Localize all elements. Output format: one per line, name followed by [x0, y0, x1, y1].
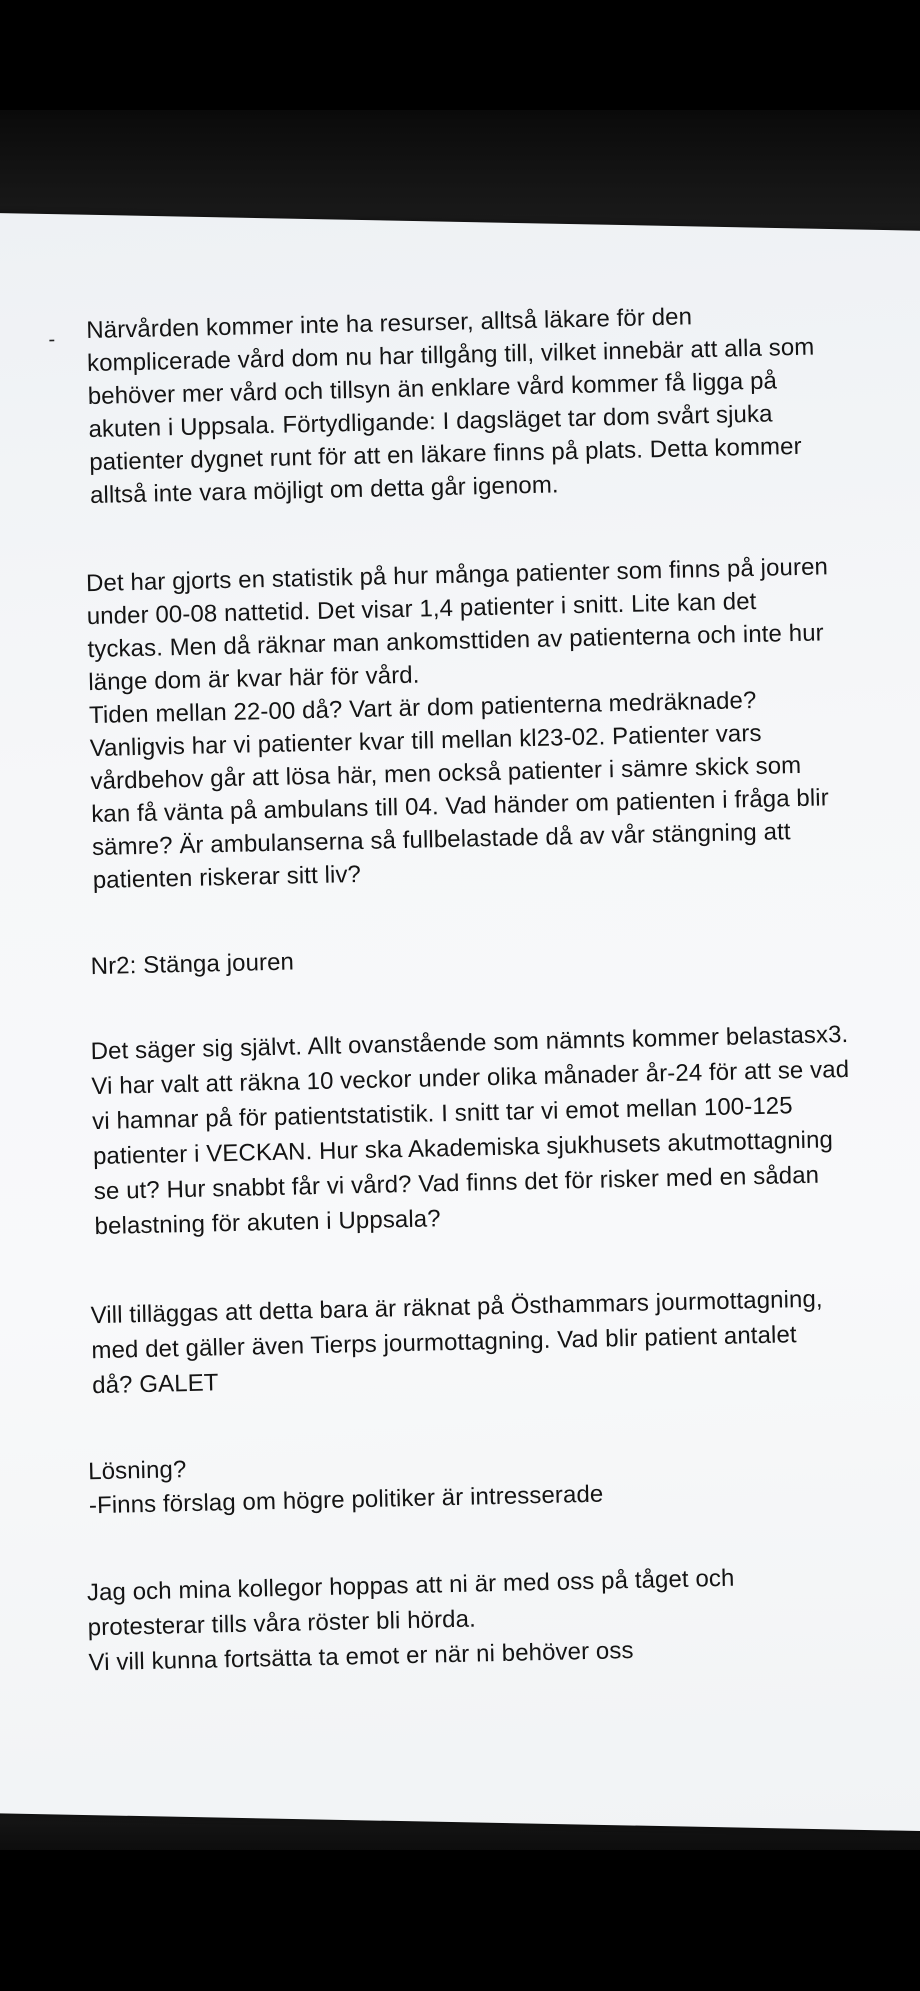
text-line: tyckas. Men då räknar man ankomsttiden av patienterna och inte hur	[87, 619, 824, 664]
text-line: under 00-08 nattetid. Det visar 1,4 patienter i snitt. Lite kan det	[86, 587, 757, 631]
text-line: Vi vill kunna fortsätta ta emot er när ni behöver oss	[88, 1636, 634, 1677]
text-line: se ut? Hur snabbt får vi vård? Vad finns det för risker med en sådan	[93, 1161, 820, 1206]
text-line: patienter i VECKAN. Hur ska Akademiska sjukhusets akutmottagning	[92, 1126, 834, 1171]
bullet-marker: -	[48, 328, 56, 351]
solution-heading: Lösning?	[87, 1456, 187, 1486]
text-line: då? GALET	[91, 1369, 219, 1400]
text-line: Jag och mina kollegor hoppas att ni är med oss på tåget och	[86, 1564, 735, 1607]
text-line: Vi har valt att räkna 10 veckor under olika månader år-24 för att se vad	[91, 1055, 850, 1101]
text-line: behöver mer vård och tillsyn än enklare vård kommer få ligga på	[87, 367, 778, 411]
text-line: Vanligvis har vi patienter kvar till mellan kl23-02. Patienter vars	[89, 719, 762, 763]
section-heading: Nr2: Stänga jouren	[90, 948, 295, 981]
text-line: patienten riskerar sitt liv?	[92, 860, 362, 895]
text-line: alltså inte vara möjligt om detta går igenom.	[89, 471, 559, 509]
text-line: med det gäller även Tierps jourmottagning. Vad blir patient antalet	[91, 1321, 797, 1365]
text-line: vårdbehov går att lösa här, men också patienter i sämre skick som	[90, 751, 802, 796]
text-line: Närvården kommer inte ha resurser, alltså läkare för den	[86, 303, 693, 345]
text-line: Det har gjorts en statistik på hur många patienter som finns på jouren	[85, 553, 829, 598]
text-line: Tiden mellan 22-00 då? Vart är dom patienterna medräknade?	[88, 686, 757, 730]
text-line: komplicerade vård dom nu har tillgång till, vilket innebär att alla som	[86, 333, 815, 378]
text-line: Vill tilläggas att detta bara är räknat på Östhammars jourmottagning,	[90, 1285, 823, 1330]
text-line: länge dom är kvar här för vård.	[87, 661, 420, 697]
solution-item: -Finns förslag om högre politiker är intresserade	[88, 1480, 604, 1520]
text-line: protesterar tills våra röster bli hörda.	[87, 1605, 477, 1642]
text-line: Det säger sig självt. Allt ovanstående som nämnts kommer belastasx3.	[90, 1020, 849, 1066]
text-line: vi hamnar på för patientstatistik. I snitt tar vi emot mellan 100-125	[91, 1092, 793, 1136]
text-line: patienter dygnet runt för att en läkare finns på plats. Detta kommer	[88, 432, 802, 477]
text-line: sämre? Är ambulanserna så fullbelastade då av vår stängning att	[91, 818, 791, 862]
text-line: belastning för akuten i Uppsala?	[94, 1205, 441, 1241]
text-line: kan få vänta på ambulans till 04. Vad händer om patienten i fråga blir	[90, 784, 830, 829]
text-line: akuten i Uppsala. Förtydligande: I dagsläget tar dom svårt sjuka	[88, 400, 773, 444]
